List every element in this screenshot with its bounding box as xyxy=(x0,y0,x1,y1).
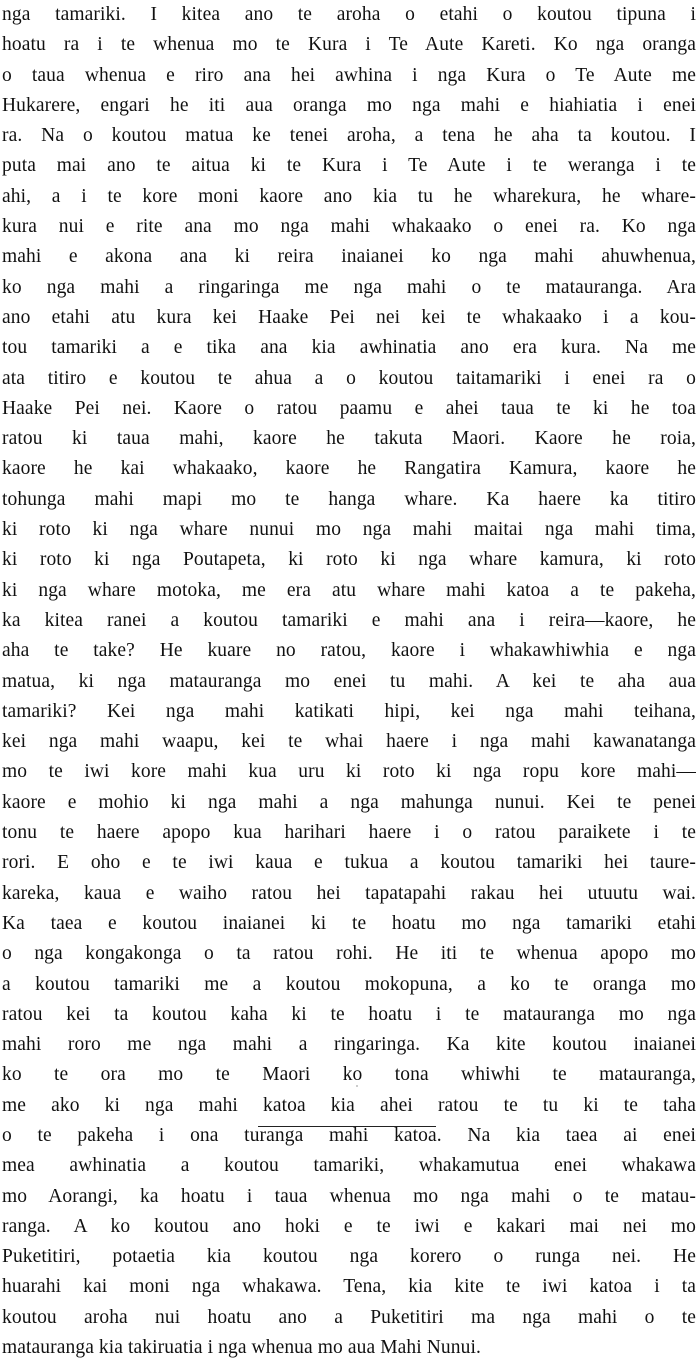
text-line: me ako ki nga mahi katoa kia ahei ratou te tu ki te taha xyxy=(2,1094,696,1116)
text-line: ki roto ki nga whare nunui mo nga mahi maitai nga mahi tima, xyxy=(2,519,696,541)
text-line: ki nga whare motoka, me era atu whare mahi katoa a te pakeha, xyxy=(2,579,696,601)
text-line: Puketitiri, potaetia kia koutou nga korero o runga nei. He xyxy=(2,1246,696,1268)
section-divider-rule xyxy=(258,1126,436,1127)
text-line: ko nga mahi a ringaringa me nga mahi o te matauranga. Ara xyxy=(2,276,696,298)
text-line: kareka, kaua e waiho ratou hei tapatapahi rakau hei utuutu wai. xyxy=(2,882,696,904)
text-line: koutou aroha nui hoatu ano a Puketitiri ma nga mahi o te xyxy=(2,1306,696,1328)
text-line: ra. Na o koutou matua ke tenei aroha, a tena he aha ta koutou. I xyxy=(2,125,696,147)
text-line: mea awhinatia a koutou tamariki, whakamutua enei whakawa xyxy=(2,1155,696,1177)
body-text xyxy=(2,0,696,1363)
text-line: kaore e mohio ki nga mahi a nga mahunga nunui. Kei te penei xyxy=(2,791,696,813)
text-line: tamariki? Kei nga mahi katikati hipi, kei nga mahi teihana, xyxy=(2,700,696,722)
text-line: aha te take? He kuare no ratou, kaore i whakawhiwhia e nga xyxy=(2,640,696,662)
text-line: Ka taea e koutou inaianei ki te hoatu mo nga tamariki etahi xyxy=(2,912,696,934)
text-line: rori. E oho e te iwi kaua e tukua a koutou tamariki hei taure- xyxy=(2,852,696,874)
text-line: ratou ki taua mahi, kaore he takuta Maori. Kaore he roia, xyxy=(2,428,696,450)
print-speck xyxy=(356,1085,358,1087)
text-line: ko te ora mo te Maori ko tona whiwhi te matauranga, xyxy=(2,1064,696,1086)
text-line: o nga kongakonga o ta ratou rohi. He iti te whenua apopo mo xyxy=(2,943,696,965)
text-line: ratou kei ta koutou kaha ki te hoatu i te matauranga mo nga xyxy=(2,1003,696,1025)
text-line: nga tamariki. I kitea ano te aroha o etahi o koutou tipuna i xyxy=(2,4,696,25)
text-line: tonu te haere apopo kua harihari haere i o ratou paraikete i te xyxy=(2,822,696,844)
text-line-last: matauranga kia takiruatia i nga whenua mo aua Mahi Nunui. xyxy=(2,1337,481,1359)
text-line: kura nui e rite ana mo nga mahi whakaako o enei ra. Ko nga xyxy=(2,216,696,238)
text-line: Haake Pei nei. Kaore o ratou paamu e ahei taua te ki he toa xyxy=(2,397,696,419)
text-line: tohunga mahi mapi mo te hanga whare. Ka haere ka titiro xyxy=(2,488,696,510)
text-line: tou tamariki a e tika ana kia awhinatia ano era kura. Na me xyxy=(2,337,696,359)
text-line: huarahi kai moni nga whakawa. Tena, kia kite te iwi katoa i ta xyxy=(2,1276,696,1298)
text-line: Hukarere, engari he iti aua oranga mo nga mahi e hiahiatia i enei xyxy=(2,94,696,116)
document-page xyxy=(2,0,696,1363)
text-line: matua, ki nga matauranga mo enei tu mahi. A kei te aha aua xyxy=(2,670,696,692)
text-line: mo te iwi kore mahi kua uru ki roto ki nga ropu kore mahi— xyxy=(2,761,696,783)
text-line: mahi e akona ana ki reira inaianei ko nga mahi ahuwhenua, xyxy=(2,246,696,268)
text-line: mo Aorangi, ka hoatu i taua whenua mo nga mahi o te matau- xyxy=(2,1185,696,1207)
text-line: ki roto ki nga Poutapeta, ki roto ki nga whare kamura, ki roto xyxy=(2,549,696,571)
text-line: ka kitea ranei a koutou tamariki e mahi ana i reira—kaore, he xyxy=(2,609,696,631)
text-line: ahi, a i te kore moni kaore ano kia tu he wharekura, he whare- xyxy=(2,185,696,207)
text-line: kei nga mahi waapu, kei te whai haere i nga mahi kawanatanga xyxy=(2,731,696,753)
text-line: ano etahi atu kura kei Haake Pei nei kei te whakaako i a kou- xyxy=(2,306,696,328)
text-line: ata titiro e koutou te ahua a o koutou taitamariki i enei ra o xyxy=(2,367,696,389)
text-line: puta mai ano te aitua ki te Kura i Te Aute i te weranga i te xyxy=(2,155,696,177)
text-line: o te pakeha i ona turanga mahi katoa. Na kia taea ai enei xyxy=(2,1124,696,1146)
text-line: a koutou tamariki me a koutou mokopuna, a ko te oranga mo xyxy=(2,973,696,995)
text-line: o taua whenua e riro ana hei awhina i nga Kura o Te Aute me xyxy=(2,64,696,86)
text-line: mahi roro me nga mahi a ringaringa. Ka kite koutou inaianei xyxy=(2,1034,696,1056)
text-line: kaore he kai whakaako, kaore he Rangatira Kamura, kaore he xyxy=(2,458,696,480)
text-line: ranga. A ko koutou ano hoki e te iwi e kakari mai nei mo xyxy=(2,1215,696,1237)
text-line: hoatu ra i te whenua mo te Kura i Te Aute Kareti. Ko nga oranga xyxy=(2,34,696,56)
